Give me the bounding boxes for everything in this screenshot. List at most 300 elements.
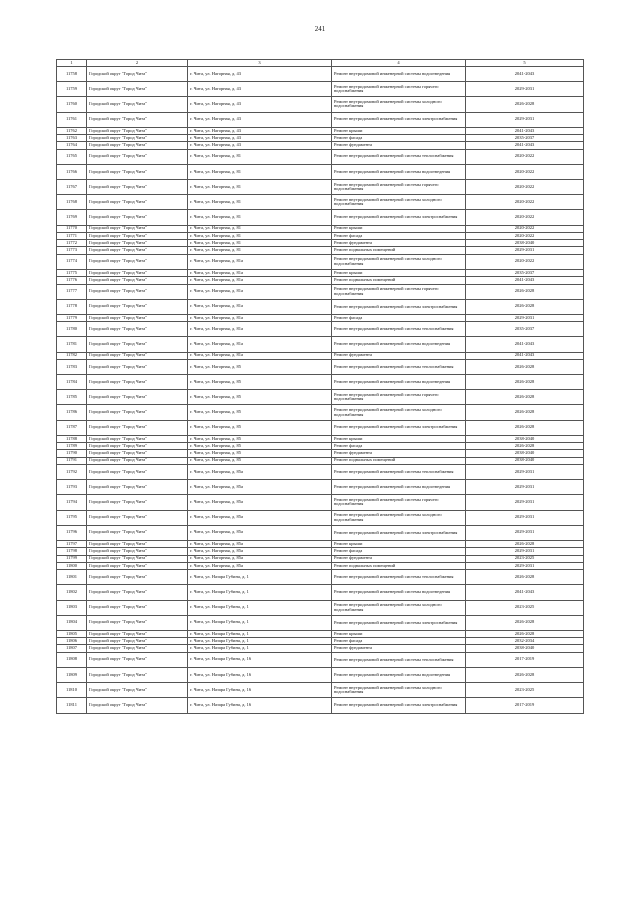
period-cell: 2029-2031 [466, 495, 584, 510]
period-cell: 2026-2028 [466, 443, 584, 450]
address-cell: г. Чита, ул. Нагорная, д. 81 [188, 232, 332, 239]
work-type-cell: Ремонт внутридомовой инженерной системы электроснабжения [332, 112, 466, 127]
municipality-cell: Городской округ "Город Чита" [87, 337, 188, 352]
row-number-cell: 11787 [57, 420, 87, 435]
row-number-cell: 11775 [57, 269, 87, 276]
table-row [57, 164, 584, 179]
work-type-cell: Ремонт крыши [332, 435, 466, 442]
table-row [57, 180, 584, 195]
municipality-cell: Городской округ "Город Чита" [87, 480, 188, 495]
table-row [57, 562, 584, 569]
period-cell: 2038-2040 [466, 457, 584, 464]
row-number-cell: 11785 [57, 390, 87, 405]
municipality-cell: Городской округ "Город Чита" [87, 450, 188, 457]
address-cell: г. Чита, ул. Нагорная, д. 43 [188, 97, 332, 112]
work-type-cell: Ремонт подвальных помещений [332, 247, 466, 254]
table-row [57, 299, 584, 314]
work-type-cell: Ремонт внутридомовой инженерной системы горячего водоснабжения [332, 495, 466, 510]
table-row [57, 247, 584, 254]
table-row [57, 525, 584, 540]
address-cell: г. Чита, ул. Назара Губина, д. 1 [188, 645, 332, 652]
municipality-cell: Городской округ "Город Чита" [87, 195, 188, 210]
work-type-cell: Ремонт внутридомовой инженерной системы электроснабжения [332, 615, 466, 630]
row-number-cell: 11803 [57, 600, 87, 615]
work-type-cell: Ремонт фасада [332, 314, 466, 321]
row-number-cell: 11799 [57, 555, 87, 562]
address-cell: г. Чита, ул. Нагорная, д. 85 [188, 375, 332, 390]
period-cell: 2026-2028 [466, 540, 584, 547]
period-cell: 2023-2025 [466, 600, 584, 615]
municipality-cell: Городской округ "Город Чита" [87, 180, 188, 195]
period-cell: 2038-2040 [466, 450, 584, 457]
municipality-cell: Городской округ "Город Чита" [87, 82, 188, 97]
address-cell: г. Чита, ул. Нагорная, д. 85 [188, 443, 332, 450]
address-cell: г. Чита, ул. Нагорная, д. 81 [188, 180, 332, 195]
table-row [57, 555, 584, 562]
period-cell: 2038-2040 [466, 240, 584, 247]
municipality-cell: Городской округ "Город Чита" [87, 97, 188, 112]
municipality-cell: Городской округ "Город Чита" [87, 525, 188, 540]
municipality-cell: Городской округ "Город Чита" [87, 254, 188, 269]
period-cell: 2020-2022 [466, 225, 584, 232]
row-number-cell: 11760 [57, 97, 87, 112]
municipality-cell: Городской округ "Город Чита" [87, 247, 188, 254]
table-row [57, 480, 584, 495]
municipality-cell: Городской округ "Город Чита" [87, 570, 188, 585]
work-type-cell: Ремонт внутридомовой инженерной системы холодного водоснабжения [332, 600, 466, 615]
work-type-cell: Ремонт внутридомовой инженерной системы теплоснабжения [332, 652, 466, 667]
address-cell: г. Чита, ул. Назара Губина, д. 1 [188, 570, 332, 585]
period-cell: 2029-2031 [466, 112, 584, 127]
address-cell: г. Чита, ул. Нагорная, д. 81а [188, 269, 332, 276]
address-cell: г. Чита, ул. Назара Губина, д. 1 [188, 630, 332, 637]
work-type-cell: Ремонт внутридомовой инженерной системы электроснабжения [332, 420, 466, 435]
work-type-cell: Ремонт внутридомовой инженерной системы теплоснабжения [332, 359, 466, 374]
row-number-cell: 11783 [57, 359, 87, 374]
table-row [57, 420, 584, 435]
header-cell-1: 1 [57, 60, 87, 67]
row-number-cell: 11802 [57, 585, 87, 600]
address-cell: г. Чита, ул. Нагорная, д. 85 [188, 390, 332, 405]
municipality-cell: Городской округ "Город Чита" [87, 232, 188, 239]
address-cell: г. Чита, ул. Нагорная, д. 81 [188, 164, 332, 179]
period-cell: 2041-2043 [466, 277, 584, 284]
row-number-cell: 11767 [57, 180, 87, 195]
header-row [57, 60, 584, 67]
address-cell: г. Чита, ул. Назара Губина, д. 1 [188, 600, 332, 615]
period-cell: 2029-2031 [466, 480, 584, 495]
table-row [57, 570, 584, 585]
municipality-cell: Городской округ "Город Чита" [87, 322, 188, 337]
address-cell: г. Чита, ул. Нагорная, д. 85 [188, 359, 332, 374]
row-number-cell: 11781 [57, 337, 87, 352]
table-row [57, 457, 584, 464]
period-cell: 2020-2022 [466, 149, 584, 164]
row-number-cell: 11795 [57, 510, 87, 525]
table-row [57, 277, 584, 284]
municipality-cell: Городской округ "Город Чита" [87, 375, 188, 390]
municipality-cell: Городской округ "Город Чита" [87, 585, 188, 600]
work-type-cell: Ремонт фундамента [332, 645, 466, 652]
table-row [57, 232, 584, 239]
work-type-cell: Ремонт внутридомовой инженерной системы холодного водоснабжения [332, 195, 466, 210]
row-number-cell: 11797 [57, 540, 87, 547]
period-cell: 2026-2028 [466, 375, 584, 390]
municipality-cell: Городской округ "Город Чита" [87, 698, 188, 713]
table-row [57, 375, 584, 390]
work-type-cell: Ремонт внутридомовой инженерной системы теплоснабжения [332, 465, 466, 480]
municipality-cell: Городской округ "Город Чита" [87, 269, 188, 276]
municipality-cell: Городской округ "Город Чита" [87, 142, 188, 149]
work-type-cell: Ремонт подвальных помещений [332, 562, 466, 569]
address-cell: г. Чита, ул. Назара Губина, д. 16 [188, 698, 332, 713]
row-number-cell: 11798 [57, 548, 87, 555]
municipality-cell: Городской округ "Город Чита" [87, 112, 188, 127]
municipality-cell: Городской округ "Город Чита" [87, 630, 188, 637]
address-cell: г. Чита, ул. Нагорная, д. 85а [188, 562, 332, 569]
period-cell: 2041-2043 [466, 67, 584, 82]
municipality-cell: Городской округ "Город Чита" [87, 135, 188, 142]
municipality-cell: Городской округ "Город Чита" [87, 638, 188, 645]
address-cell: г. Чита, ул. Нагорная, д. 85а [188, 480, 332, 495]
address-cell: г. Чита, ул. Нагорная, д. 85а [188, 465, 332, 480]
municipality-cell: Городской округ "Город Чита" [87, 284, 188, 299]
period-cell: 2026-2028 [466, 615, 584, 630]
page-number: 241 [314, 25, 326, 33]
table-row [57, 683, 584, 698]
row-number-cell: 11780 [57, 322, 87, 337]
work-type-cell: Ремонт внутридомовой инженерной системы теплоснабжения [332, 322, 466, 337]
address-cell: г. Чита, ул. Нагорная, д. 81 [188, 195, 332, 210]
row-number-cell: 11768 [57, 195, 87, 210]
table-row [57, 359, 584, 374]
table-row [57, 284, 584, 299]
header-cell-3: 3 [188, 60, 332, 67]
table-row [57, 149, 584, 164]
period-cell: 2035-2037 [466, 135, 584, 142]
municipality-cell: Городской округ "Город Чита" [87, 495, 188, 510]
work-type-cell: Ремонт крыши [332, 630, 466, 637]
row-number-cell: 11777 [57, 284, 87, 299]
period-cell: 2041-2043 [466, 142, 584, 149]
address-cell: г. Чита, ул. Нагорная, д. 43 [188, 112, 332, 127]
address-cell: г. Чита, ул. Нагорная, д. 81а [188, 337, 332, 352]
row-number-cell: 11806 [57, 638, 87, 645]
address-cell: г. Чита, ул. Нагорная, д. 81 [188, 210, 332, 225]
work-type-cell: Ремонт внутридомовой инженерной системы холодного водоснабжения [332, 683, 466, 698]
row-number-cell: 11791 [57, 457, 87, 464]
table-row [57, 195, 584, 210]
municipality-cell: Городской округ "Город Чита" [87, 510, 188, 525]
address-cell: г. Чита, ул. Нагорная, д. 81а [188, 314, 332, 321]
municipality-cell: Городской округ "Город Чита" [87, 164, 188, 179]
table-row [57, 254, 584, 269]
address-cell: г. Чита, ул. Назара Губина, д. 1 [188, 615, 332, 630]
address-cell: г. Чита, ул. Назара Губина, д. 1 [188, 585, 332, 600]
row-number-cell: 11762 [57, 127, 87, 134]
address-cell: г. Чита, ул. Назара Губина, д. 16 [188, 652, 332, 667]
work-type-cell: Ремонт фундамента [332, 450, 466, 457]
period-cell: 2041-2043 [466, 127, 584, 134]
address-cell: г. Чита, ул. Нагорная, д. 43 [188, 142, 332, 149]
header-cell-4: 4 [332, 60, 466, 67]
table-row [57, 638, 584, 645]
address-cell: г. Чита, ул. Нагорная, д. 85а [188, 540, 332, 547]
period-cell: 2026-2028 [466, 299, 584, 314]
table-row [57, 548, 584, 555]
address-cell: г. Чита, ул. Нагорная, д. 81 [188, 225, 332, 232]
row-number-cell: 11784 [57, 375, 87, 390]
work-type-cell: Ремонт внутридомовой инженерной системы электроснабжения [332, 299, 466, 314]
period-cell: 2038-2040 [466, 645, 584, 652]
municipality-cell: Городской округ "Город Чита" [87, 443, 188, 450]
municipality-cell: Городской округ "Город Чита" [87, 67, 188, 82]
row-number-cell: 11761 [57, 112, 87, 127]
row-number-cell: 11778 [57, 299, 87, 314]
municipality-cell: Городской округ "Город Чита" [87, 352, 188, 359]
address-cell: г. Чита, ул. Нагорная, д. 81 [188, 240, 332, 247]
municipality-cell: Городской округ "Город Чита" [87, 667, 188, 682]
work-type-cell: Ремонт внутридомовой инженерной системы холодного водоснабжения [332, 405, 466, 420]
address-cell: г. Чита, ул. Нагорная, д. 85 [188, 457, 332, 464]
period-cell: 2029-2031 [466, 82, 584, 97]
row-number-cell: 11764 [57, 142, 87, 149]
work-type-cell: Ремонт фасада [332, 443, 466, 450]
period-cell: 2035-2037 [466, 322, 584, 337]
work-type-cell: Ремонт внутридомовой инженерной системы электроснабжения [332, 210, 466, 225]
period-cell: 2017-2019 [466, 652, 584, 667]
period-cell: 2017-2019 [466, 698, 584, 713]
address-cell: г. Чита, ул. Нагорная, д. 81а [188, 277, 332, 284]
work-type-cell: Ремонт внутридомовой инженерной системы холодного водоснабжения [332, 510, 466, 525]
period-cell: 2026-2028 [466, 667, 584, 682]
row-number-cell: 11765 [57, 149, 87, 164]
period-cell: 2029-2031 [466, 465, 584, 480]
address-cell: г. Чита, ул. Нагорная, д. 85а [188, 555, 332, 562]
table-row [57, 127, 584, 134]
table-row [57, 435, 584, 442]
municipality-cell: Городской округ "Город Чита" [87, 314, 188, 321]
municipality-cell: Городской округ "Город Чита" [87, 149, 188, 164]
repair-schedule-table [56, 59, 584, 714]
address-cell: г. Чита, ул. Нагорная, д. 85а [188, 525, 332, 540]
work-type-cell: Ремонт внутридомовой инженерной системы горячего водоснабжения [332, 390, 466, 405]
row-number-cell: 11758 [57, 67, 87, 82]
table-row [57, 495, 584, 510]
work-type-cell: Ремонт внутридомовой инженерной системы теплоснабжения [332, 149, 466, 164]
work-type-cell: Ремонт фундамента [332, 555, 466, 562]
row-number-cell: 11772 [57, 240, 87, 247]
period-cell: 2029-2031 [466, 525, 584, 540]
address-cell: г. Чита, ул. Назара Губина, д. 16 [188, 683, 332, 698]
municipality-cell: Городской округ "Город Чита" [87, 277, 188, 284]
table-row [57, 82, 584, 97]
period-cell: 2026-2028 [466, 97, 584, 112]
row-number-cell: 11794 [57, 495, 87, 510]
work-type-cell: Ремонт фундамента [332, 142, 466, 149]
period-cell: 2020-2022 [466, 164, 584, 179]
work-type-cell: Ремонт фасада [332, 232, 466, 239]
address-cell: г. Чита, ул. Нагорная, д. 85 [188, 435, 332, 442]
row-number-cell: 11788 [57, 435, 87, 442]
table-row [57, 135, 584, 142]
row-number-cell: 11771 [57, 232, 87, 239]
table-row [57, 443, 584, 450]
period-cell: 2041-2043 [466, 352, 584, 359]
period-cell: 2020-2022 [466, 232, 584, 239]
work-type-cell: Ремонт внутридомовой инженерной системы водоотведения [332, 480, 466, 495]
address-cell: г. Чита, ул. Нагорная, д. 43 [188, 67, 332, 82]
table-row [57, 667, 584, 682]
period-cell: 2023-2025 [466, 555, 584, 562]
table-row [57, 615, 584, 630]
table-row [57, 67, 584, 82]
work-type-cell: Ремонт фасада [332, 135, 466, 142]
work-type-cell: Ремонт подвальных помещений [332, 277, 466, 284]
row-number-cell: 11774 [57, 254, 87, 269]
row-number-cell: 11810 [57, 683, 87, 698]
address-cell: г. Чита, ул. Нагорная, д. 81 [188, 149, 332, 164]
table-row [57, 405, 584, 420]
municipality-cell: Городской округ "Город Чита" [87, 615, 188, 630]
address-cell: г. Чита, ул. Нагорная, д. 81 [188, 247, 332, 254]
address-cell: г. Чита, ул. Нагорная, д. 85 [188, 450, 332, 457]
work-type-cell: Ремонт внутридомовой инженерной системы электроснабжения [332, 698, 466, 713]
table-row [57, 450, 584, 457]
table-row [57, 630, 584, 637]
address-cell: г. Чита, ул. Нагорная, д. 81а [188, 299, 332, 314]
municipality-cell: Городской округ "Город Чита" [87, 652, 188, 667]
work-type-cell: Ремонт внутридомовой инженерной системы водоотведения [332, 375, 466, 390]
municipality-cell: Городской округ "Город Чита" [87, 457, 188, 464]
address-cell: г. Чита, ул. Нагорная, д. 85а [188, 548, 332, 555]
row-number-cell: 11809 [57, 667, 87, 682]
table-row [57, 510, 584, 525]
row-number-cell: 11811 [57, 698, 87, 713]
period-cell: 2029-2031 [466, 548, 584, 555]
municipality-cell: Городской округ "Город Чита" [87, 465, 188, 480]
row-number-cell: 11796 [57, 525, 87, 540]
period-cell: 2029-2031 [466, 247, 584, 254]
municipality-cell: Городской округ "Город Чита" [87, 540, 188, 547]
work-type-cell: Ремонт внутридомовой инженерной системы водоотведения [332, 164, 466, 179]
work-type-cell: Ремонт крыши [332, 225, 466, 232]
work-type-cell: Ремонт внутридомовой инженерной системы горячего водоснабжения [332, 180, 466, 195]
row-number-cell: 11793 [57, 480, 87, 495]
work-type-cell: Ремонт внутридомовой инженерной системы водоотведения [332, 667, 466, 682]
table-row [57, 112, 584, 127]
municipality-cell: Городской округ "Город Чита" [87, 548, 188, 555]
table-row [57, 698, 584, 713]
municipality-cell: Городской округ "Город Чита" [87, 127, 188, 134]
table-row [57, 210, 584, 225]
municipality-cell: Городской округ "Город Чита" [87, 600, 188, 615]
address-cell: г. Чита, ул. Нагорная, д. 43 [188, 135, 332, 142]
row-number-cell: 11805 [57, 630, 87, 637]
period-cell: 2026-2028 [466, 570, 584, 585]
table-row [57, 540, 584, 547]
row-number-cell: 11769 [57, 210, 87, 225]
period-cell: 2020-2022 [466, 254, 584, 269]
table-row [57, 652, 584, 667]
row-number-cell: 11759 [57, 82, 87, 97]
address-cell: г. Чита, ул. Назара Губина, д. 1 [188, 638, 332, 645]
row-number-cell: 11801 [57, 570, 87, 585]
municipality-cell: Городской округ "Город Чита" [87, 435, 188, 442]
work-type-cell: Ремонт внутридомовой инженерной системы горячего водоснабжения [332, 284, 466, 299]
row-number-cell: 11773 [57, 247, 87, 254]
work-type-cell: Ремонт внутридомовой инженерной системы теплоснабжения [332, 570, 466, 585]
address-cell: г. Чита, ул. Нагорная, д. 85 [188, 405, 332, 420]
table-row [57, 142, 584, 149]
period-cell: 2035-2037 [466, 269, 584, 276]
municipality-cell: Городской округ "Город Чита" [87, 225, 188, 232]
municipality-cell: Городской округ "Город Чита" [87, 683, 188, 698]
period-cell: 2038-2040 [466, 435, 584, 442]
table-row [57, 600, 584, 615]
municipality-cell: Городской округ "Город Чита" [87, 359, 188, 374]
work-type-cell: Ремонт фундамента [332, 352, 466, 359]
address-cell: г. Чита, ул. Нагорная, д. 81а [188, 254, 332, 269]
period-cell: 2023-2025 [466, 683, 584, 698]
period-cell: 2026-2028 [466, 420, 584, 435]
address-cell: г. Чита, ул. Нагорная, д. 85а [188, 495, 332, 510]
table-row [57, 352, 584, 359]
row-number-cell: 11790 [57, 450, 87, 457]
row-number-cell: 11800 [57, 562, 87, 569]
address-cell: г. Чита, ул. Назара Губина, д. 16 [188, 667, 332, 682]
table-row [57, 645, 584, 652]
work-type-cell: Ремонт внутридомовой инженерной системы водоотведения [332, 67, 466, 82]
table-row [57, 337, 584, 352]
period-cell: 2032-2034 [466, 638, 584, 645]
period-cell: 2026-2028 [466, 284, 584, 299]
period-cell: 2026-2028 [466, 630, 584, 637]
period-cell: 2026-2028 [466, 405, 584, 420]
municipality-cell: Городской округ "Город Чита" [87, 645, 188, 652]
period-cell: 2029-2031 [466, 510, 584, 525]
table-row [57, 390, 584, 405]
work-type-cell: Ремонт внутридомовой инженерной системы холодного водоснабжения [332, 97, 466, 112]
work-type-cell: Ремонт внутридомовой инженерной системы электроснабжения [332, 525, 466, 540]
row-number-cell: 11804 [57, 615, 87, 630]
address-cell: г. Чита, ул. Нагорная, д. 81а [188, 284, 332, 299]
municipality-cell: Городской округ "Город Чита" [87, 210, 188, 225]
work-type-cell: Ремонт крыши [332, 127, 466, 134]
address-cell: г. Чита, ул. Нагорная, д. 81а [188, 352, 332, 359]
period-cell: 2026-2028 [466, 390, 584, 405]
work-type-cell: Ремонт подвальных помещений [332, 457, 466, 464]
row-number-cell: 11789 [57, 443, 87, 450]
municipality-cell: Городской округ "Город Чита" [87, 390, 188, 405]
work-type-cell: Ремонт фасада [332, 548, 466, 555]
period-cell: 2041-2043 [466, 585, 584, 600]
address-cell: г. Чита, ул. Нагорная, д. 85 [188, 420, 332, 435]
row-number-cell: 11782 [57, 352, 87, 359]
municipality-cell: Городской округ "Город Чита" [87, 299, 188, 314]
row-number-cell: 11807 [57, 645, 87, 652]
municipality-cell: Городской округ "Город Чита" [87, 405, 188, 420]
table-row [57, 465, 584, 480]
work-type-cell: Ремонт фундамента [332, 240, 466, 247]
row-number-cell: 11776 [57, 277, 87, 284]
table-row [57, 314, 584, 321]
header-cell-2: 2 [87, 60, 188, 67]
table-row [57, 97, 584, 112]
period-cell: 2020-2022 [466, 195, 584, 210]
period-cell: 2026-2028 [466, 359, 584, 374]
row-number-cell: 11779 [57, 314, 87, 321]
